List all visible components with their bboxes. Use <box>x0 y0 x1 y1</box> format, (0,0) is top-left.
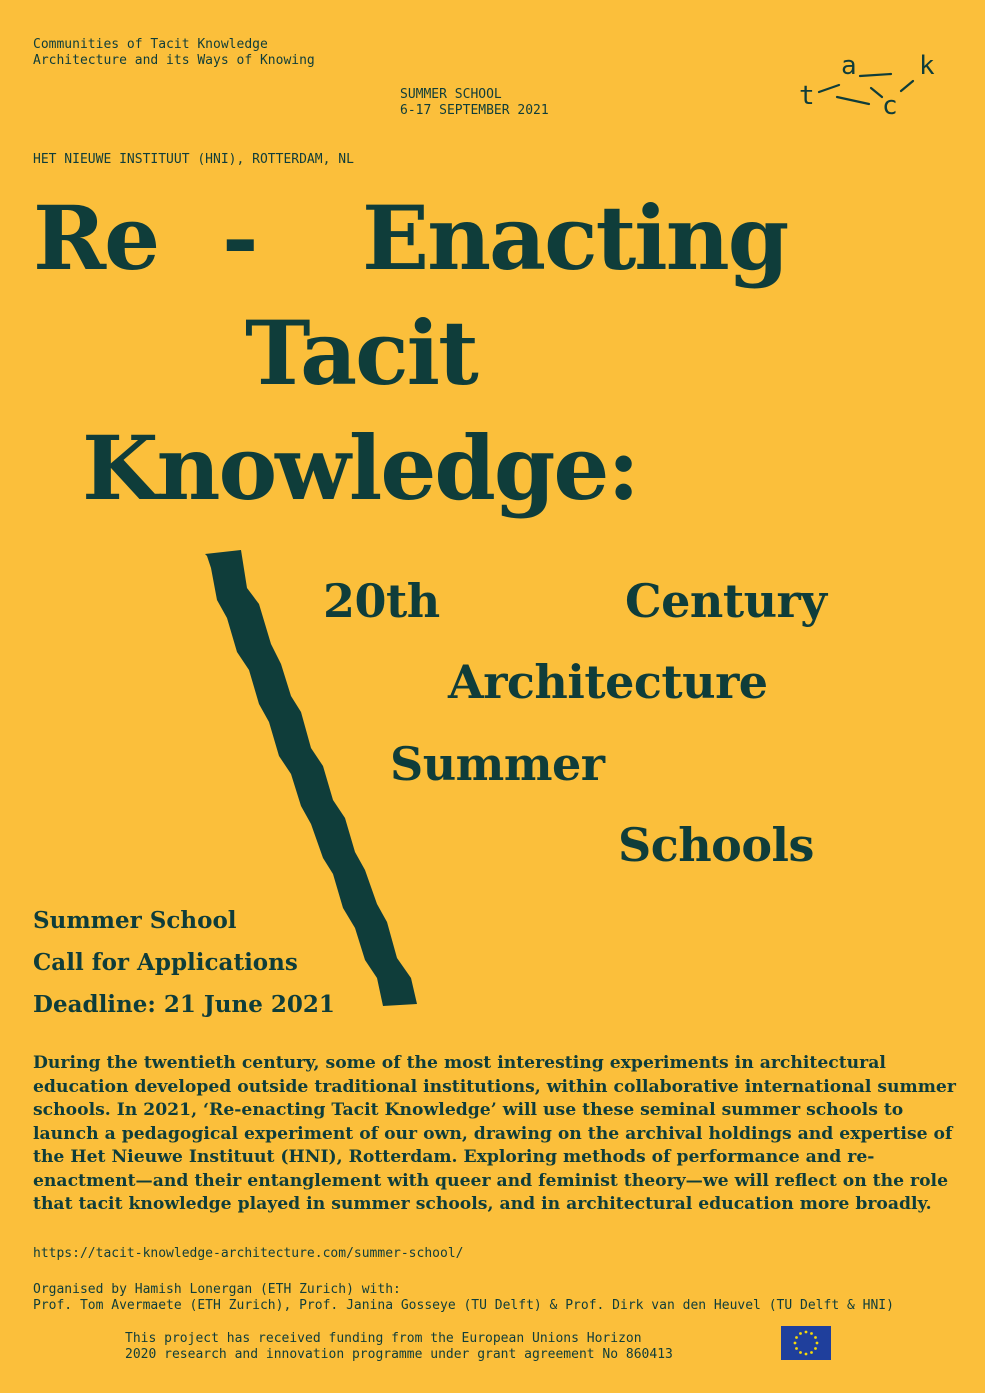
logo-letter-c: c <box>882 91 898 121</box>
description-paragraph: During the twentieth century, some of the most interesting experiments in architectural education developed outside traditional institutions, within collaborative international summer schools. In 2021, ‘Re-enacting Tacit Knowledge’ will use these seminal summer schools to launch a pedagogical experiment of our own, drawing on the archival holdings and expertise of the Het Nieuwe Instituut (HNI), Rotterdam. Exploring methods of performance and re-enactment—and their entanglement with queer and feminist theory—we will reflect on the role that tacit knowledge played in summer schools, and in architectural education more broadly. <box>33 1053 956 1214</box>
subtitle-word-schools: Schools <box>618 818 814 872</box>
logo-letter-k: k <box>919 51 935 81</box>
subtitle-word-summer: Summer <box>390 737 605 791</box>
title-word-dash: - <box>222 186 257 290</box>
tack-logo-icon <box>795 44 945 124</box>
logo-letter-a: a <box>841 51 857 81</box>
subtitle-word-architecture: Architecture <box>448 655 768 709</box>
organisers-line-2: Prof. Tom Avermaete (ETH Zurich), Prof. Janina Gosseye (TU Delft) & Prof. Dirk van den Heuvel (TU Delft & HNI) <box>33 1298 894 1313</box>
event-line-1: SUMMER SCHOOL <box>400 87 502 102</box>
call-line-applications: Call for Applications <box>33 949 298 976</box>
subtitle-word-20th: 20th <box>323 574 440 628</box>
call-line-deadline: Deadline: 21 June 2021 <box>33 991 335 1018</box>
org-line-1: Communities of Tacit Knowledge <box>33 37 268 52</box>
project-url-link[interactable]: https://tacit-knowledge-architecture.com/summer-school/ <box>33 1246 464 1261</box>
funding-line-1: This project has received funding from the European Unions Horizon <box>125 1331 642 1346</box>
title-word-re: Re <box>33 186 159 290</box>
event-dates: 6-17 SEPTEMBER 2021 <box>400 103 549 118</box>
subtitle-word-century: Century <box>625 574 827 628</box>
title-word-tacit: Tacit <box>245 301 477 405</box>
organisers-line-1: Organised by Hamish Lonergan (ETH Zurich) with: <box>33 1282 401 1297</box>
call-line-summer-school: Summer School <box>33 907 237 934</box>
eu-flag-icon <box>781 1326 831 1360</box>
org-line-2: Architecture and its Ways of Knowing <box>33 53 315 68</box>
logo-letter-t: t <box>799 81 815 111</box>
title-word-knowledge: Knowledge: <box>82 416 638 520</box>
title-word-enacting: Enacting <box>362 186 788 290</box>
venue-line: HET NIEUWE INSTITUUT (HNI), ROTTERDAM, NL <box>33 152 354 167</box>
funding-line-2: 2020 research and innovation programme under grant agreement No 860413 <box>125 1347 673 1362</box>
